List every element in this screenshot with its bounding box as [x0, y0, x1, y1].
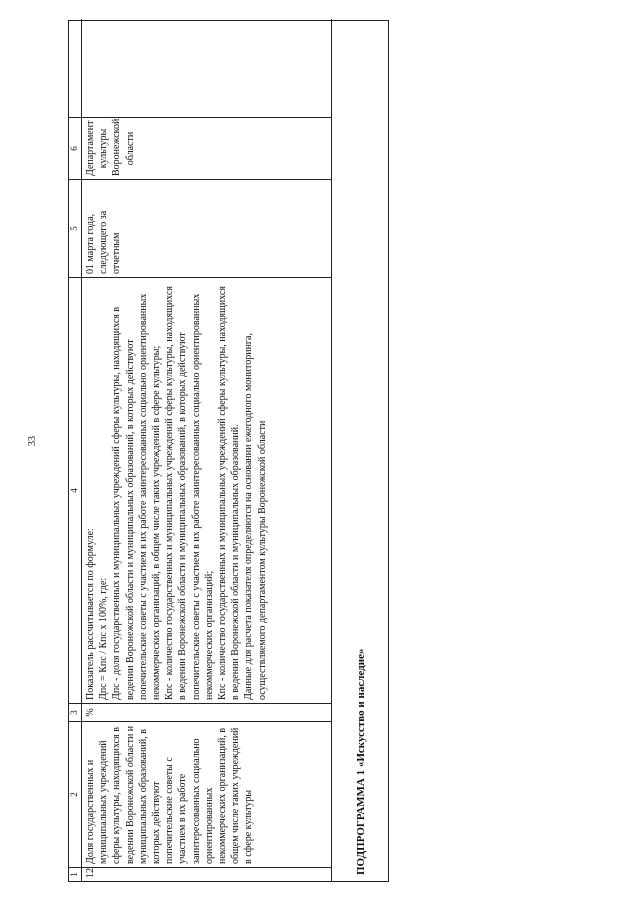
column-number-cell [69, 867, 82, 881]
method-line: Дпс - доля государственных и муниципальных учреждений сферы культуры, находящихся в ведении Воронежской области и муниципальных образований, в которых действуют попечительские советы с участием в их работе заинтересованных социально ориентированных некоммерческих организаций, в общем числе таких учреждений в сфере культуры; [111, 293, 163, 700]
page-number: 33 [27, 436, 38, 446]
responsible-cell [82, 117, 332, 179]
indicator-table [68, 20, 389, 882]
formula-line: Дпс = Кпс / Кпс х 100%, где: [98, 577, 110, 700]
column-number: 4 [69, 488, 79, 493]
method-line: Данные для расчета показателя определяются на основании ежегодного мониторинга, осуществляемого департаментом культуры Воронежской области [243, 333, 268, 700]
method-line: Кпс - количество государственных и муниципальных учреждений сферы культуры, находящихся в ведении Воронежской области и муниципальных образований, в которых действуют попечительские советы с участием в их работе заинтересованных социально ориентированных некоммерческих организаций; [164, 286, 215, 700]
subprogram-row [332, 19, 390, 881]
subprogram-heading: ПОДПРОГРАММА 1 «Искусство и наследие» [354, 648, 367, 875]
deadline: 01 марта года, следующего за отчетным [85, 210, 123, 274]
column-number: 2 [69, 792, 79, 797]
column-number: 3 [69, 710, 79, 715]
column-number: 5 [69, 226, 79, 231]
column-number-cell [69, 179, 82, 277]
empty-header-cell [69, 19, 82, 117]
empty-cell [82, 19, 332, 117]
column-number-cell [69, 721, 82, 867]
column-number-cell [69, 703, 82, 721]
column-number-cell [69, 277, 82, 703]
responsible: Департамент культуры Воронежской области [85, 118, 136, 176]
method-line: Кпс - количество государственных и муниципальных учреждений сферы культуры, находящихся в ведении Воронежской области и муниципальных образований. [217, 286, 242, 700]
column-number: 6 [69, 146, 79, 151]
column-number-cell [69, 117, 82, 179]
deadline-cell [82, 179, 332, 277]
method-cell [82, 277, 332, 703]
method-line: Показатель рассчитывается по формуле: [85, 528, 96, 700]
row-number: 12 [85, 868, 96, 878]
row-number-cell [82, 867, 332, 881]
unit-cell [82, 703, 332, 721]
column-number: 1 [69, 872, 79, 877]
rotated-table-sheet [68, 20, 389, 882]
indicator-name: Доля государственных и муниципальных учреждений сферы культуры, находящихся в ведении Воронежской области и муниципальных образований, в которых действуют попечительские советы с участием в их работе заинтересованных социально ориентированных некоммерческих организаций, в общем числе таких учреждений в сфере культуры [85, 725, 255, 864]
indicator-name-cell [82, 721, 332, 867]
unit: % [85, 708, 96, 717]
